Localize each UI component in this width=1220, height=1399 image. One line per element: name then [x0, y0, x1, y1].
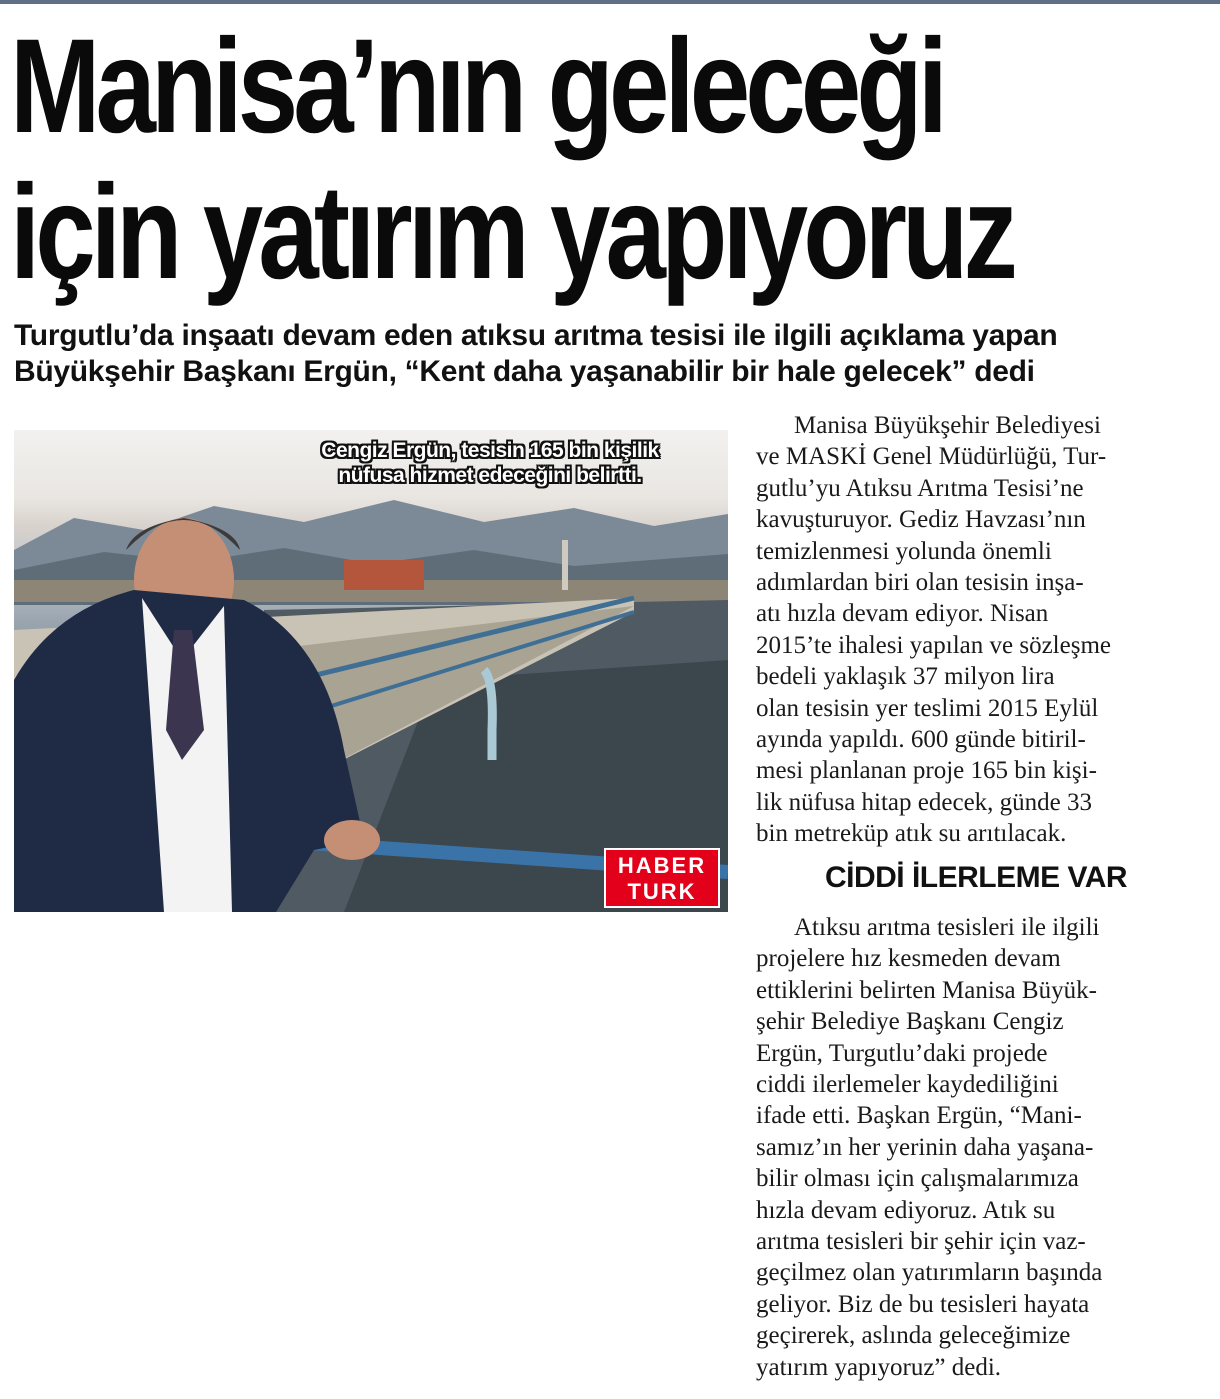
text-line: atı hızla devam ediyor. Nisan	[756, 600, 1049, 628]
article-photo	[14, 430, 728, 912]
text-line: Atıksu arıtma tesisleri ile ilgili	[794, 914, 1100, 941]
headline-line: Manisa’nın geleceği	[10, 12, 944, 161]
text-line: Manisa Büyükşehir Belediyesi	[794, 412, 1101, 439]
top-rule	[0, 0, 1220, 4]
headline	[10, 12, 1013, 307]
text-line: ettiklerini belirten Manisa Büyük-	[756, 976, 1097, 1004]
text-line: geçirerek, aslında geleceğimize	[756, 1322, 1071, 1350]
text-line: şehir Belediye Başkanı Cengiz	[756, 1008, 1064, 1036]
text-line: bin metreküp atık su arıtılacak.	[756, 820, 1067, 848]
section-subheading: CİDDİ İLERLEME VAR	[824, 861, 1128, 894]
logo-line: TURK	[627, 879, 697, 904]
text-line: geliyor. Biz de bu tesisleri hayata	[756, 1290, 1090, 1318]
text-line: lik nüfusa hitap edecek, günde 33	[756, 788, 1093, 816]
deck-subtitle	[14, 318, 1214, 390]
photo-illustration	[14, 430, 728, 912]
text-line: arıtma tesisleri bir şehir için vaz-	[756, 1228, 1086, 1256]
person-hand	[324, 820, 380, 860]
chimney	[562, 540, 568, 590]
text-line: bilir olması için çalışmalarımıza	[756, 1165, 1079, 1193]
red-roof-building	[344, 560, 424, 590]
text-line: bedeli yaklaşık 37 milyon lira	[756, 663, 1055, 691]
text-line: projelere hız kesmeden devam	[756, 945, 1061, 973]
body-paragraph-2	[756, 912, 1196, 1383]
headline-line: için yatırım yapıyoruz	[10, 158, 1013, 307]
body-paragraph-1	[756, 410, 1196, 850]
text-line: mesi planlanan proje 165 bin kişi-	[756, 757, 1097, 785]
logo-line: HABER	[617, 853, 707, 878]
text-line: olan tesisin yer teslimi 2015 Eylül	[756, 694, 1099, 722]
text-line: kavuşturuyor. Gediz Havzası’nın	[756, 506, 1086, 534]
caption-line: nüfusa hizmet edeceğini belirtti.	[338, 464, 642, 487]
text-line: yatırım yapıyoruz” dedi.	[756, 1353, 1002, 1381]
photo-caption	[270, 438, 710, 488]
text-line: Ergün, Turgutlu’daki projede	[756, 1039, 1048, 1067]
text-line: ciddi ilerlemeler kaydediliğini	[756, 1071, 1059, 1099]
text-line: ifade etti. Başkan Ergün, “Mani-	[756, 1102, 1082, 1130]
text-line: 2015’te ihalesi yapılan ve sözleşme	[756, 631, 1111, 659]
text-line: adımlardan biri olan tesisin inşa-	[756, 569, 1084, 597]
deck-line: Turgutlu’da inşaatı devam eden atıksu arıtma tesisi ile ilgili açıklama yapan	[14, 319, 1058, 352]
text-line: ayında yapıldı. 600 günde bitiril-	[756, 726, 1086, 754]
text-line: samız’ın her yerinin daha yaşana-	[756, 1133, 1094, 1161]
text-line: ve MASKİ Genel Müdürlüğü, Tur-	[756, 443, 1107, 471]
text-line: hızla devam ediyoruz. Atık su	[756, 1196, 1056, 1224]
text-line: geçilmez olan yatırımların başında	[756, 1259, 1103, 1287]
deck-line: Büyükşehir Başkanı Ergün, “Kent daha yaşanabilir bir hale gelecek” dedi	[14, 355, 1035, 388]
text-line: gutlu’yu Atıksu Arıtma Tesisi’ne	[756, 474, 1084, 502]
caption-line: Cengiz Ergün, tesisin 165 bin kişilik	[321, 439, 659, 462]
text-line: temizlenmesi yolunda önemli	[756, 537, 1052, 565]
haberturk-logo	[604, 848, 720, 908]
